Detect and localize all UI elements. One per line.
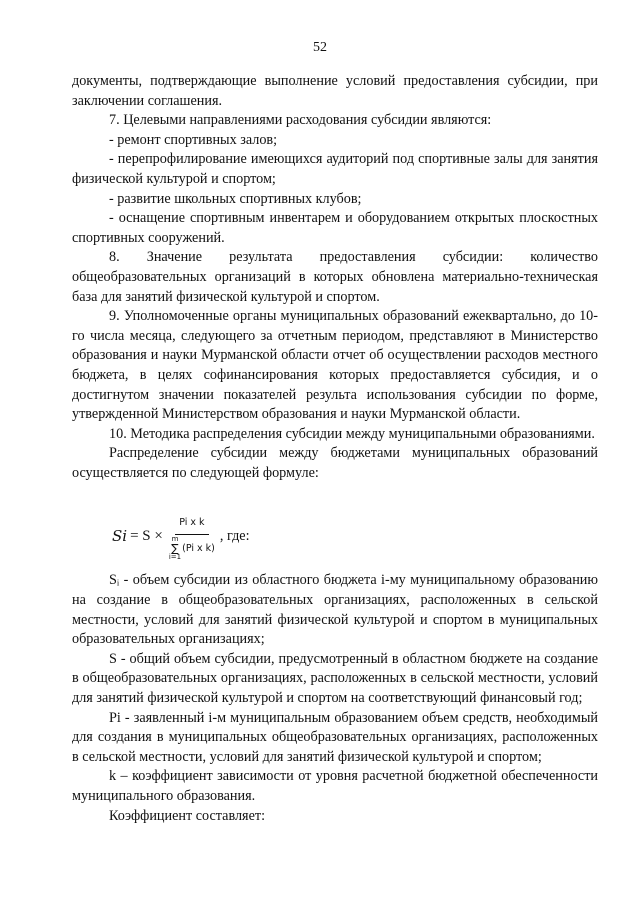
paragraph: 9. Уполномоченные органы муниципальных образований ежеквартально, до 10-го числа месяца, следующего за отчетным периодом, представляют в Министерство образования и науки Мурманской области отчет об осуществлении расходов местного бюджета, в целях софинансирования которых предоставляется субсидия, и о достигнутом значении показателей результа использования субсидии по форме, утвержденной Министерством образования и науки Мурманской области. (72, 308, 598, 423)
paragraph: Pi - заявленный i-м муниципальным образованием объем средств, необходимый для создания в муниципальных общеобразовательных организациях, расположенных в сельской местности, условий для занятий физической культурой и спортом; (72, 709, 598, 765)
sum-upper-limit: m (171, 535, 179, 544)
formula-suffix: , где: (219, 528, 250, 545)
paragraph: 7. Целевыми направлениями расходования субсидии являются: (109, 112, 492, 129)
formula-fraction (169, 513, 215, 561)
sigma-icon: ∑ (171, 542, 179, 556)
formula-numerator: Pi x k (175, 513, 208, 535)
paragraph: Sᵢ - объем субсидии из областного бюджета i-му муниципальному образованию на создание в общеобразовательных организациях, расположенных в сельской местности, условий для занятий физической культурой и спортом в муниципальных образовательных организациях; (72, 572, 598, 648)
list-item: - перепрофилирование имеющихся аудиторий под спортивные залы для занятия физической культурой и спортом; (72, 151, 598, 187)
list-item: - оснащение спортивным инвентарем и оборудованием открытых плоскостных спортивных сооружений. (72, 210, 598, 246)
paragraph: документы, подтверждающие выполнение условий предоставления субсидии, при заключении соглашения. (72, 73, 598, 109)
paragraph: S - общий объем субсидии, предусмотренный в областном бюджете на создание в общеобразовательных организациях, расположенных в сельской местности, условий для занятий физической культурой и спортом на соответствующий финансовый год; (72, 650, 598, 707)
paragraph: Распределение субсидии между бюджетами муниципальных образований осуществляется по следующей формуле: (72, 445, 598, 481)
formula-denominator: (Pi x k) (182, 542, 215, 554)
paragraph: Коэффициент составляет: (109, 807, 266, 824)
list-item: - развитие школьных спортивных клубов; (109, 190, 362, 207)
formula-equals: = S × (130, 528, 163, 545)
formula-lhs: Si (112, 527, 128, 546)
sum-symbol (169, 536, 181, 561)
paragraph: 10. Методика распределения субсидии между муниципальными образованиями. (109, 425, 595, 442)
paragraph: k – коэффициент зависимости от уровня расчетной бюджетной обеспеченности муниципального образования. (72, 768, 598, 804)
list-item: - ремонт спортивных залов; (109, 131, 278, 148)
document-body (72, 72, 598, 826)
distribution-formula (72, 491, 598, 565)
page-number: 52 (313, 40, 327, 55)
paragraph: 8. Значение результата предоставления субсидии: количество общеобразовательных организаций в которых обновлена материально-техническая база для занятий физической культурой и спортом. (72, 249, 598, 305)
formula-denominator-group (169, 535, 215, 561)
sum-lower-limit: i=1 (168, 553, 182, 562)
